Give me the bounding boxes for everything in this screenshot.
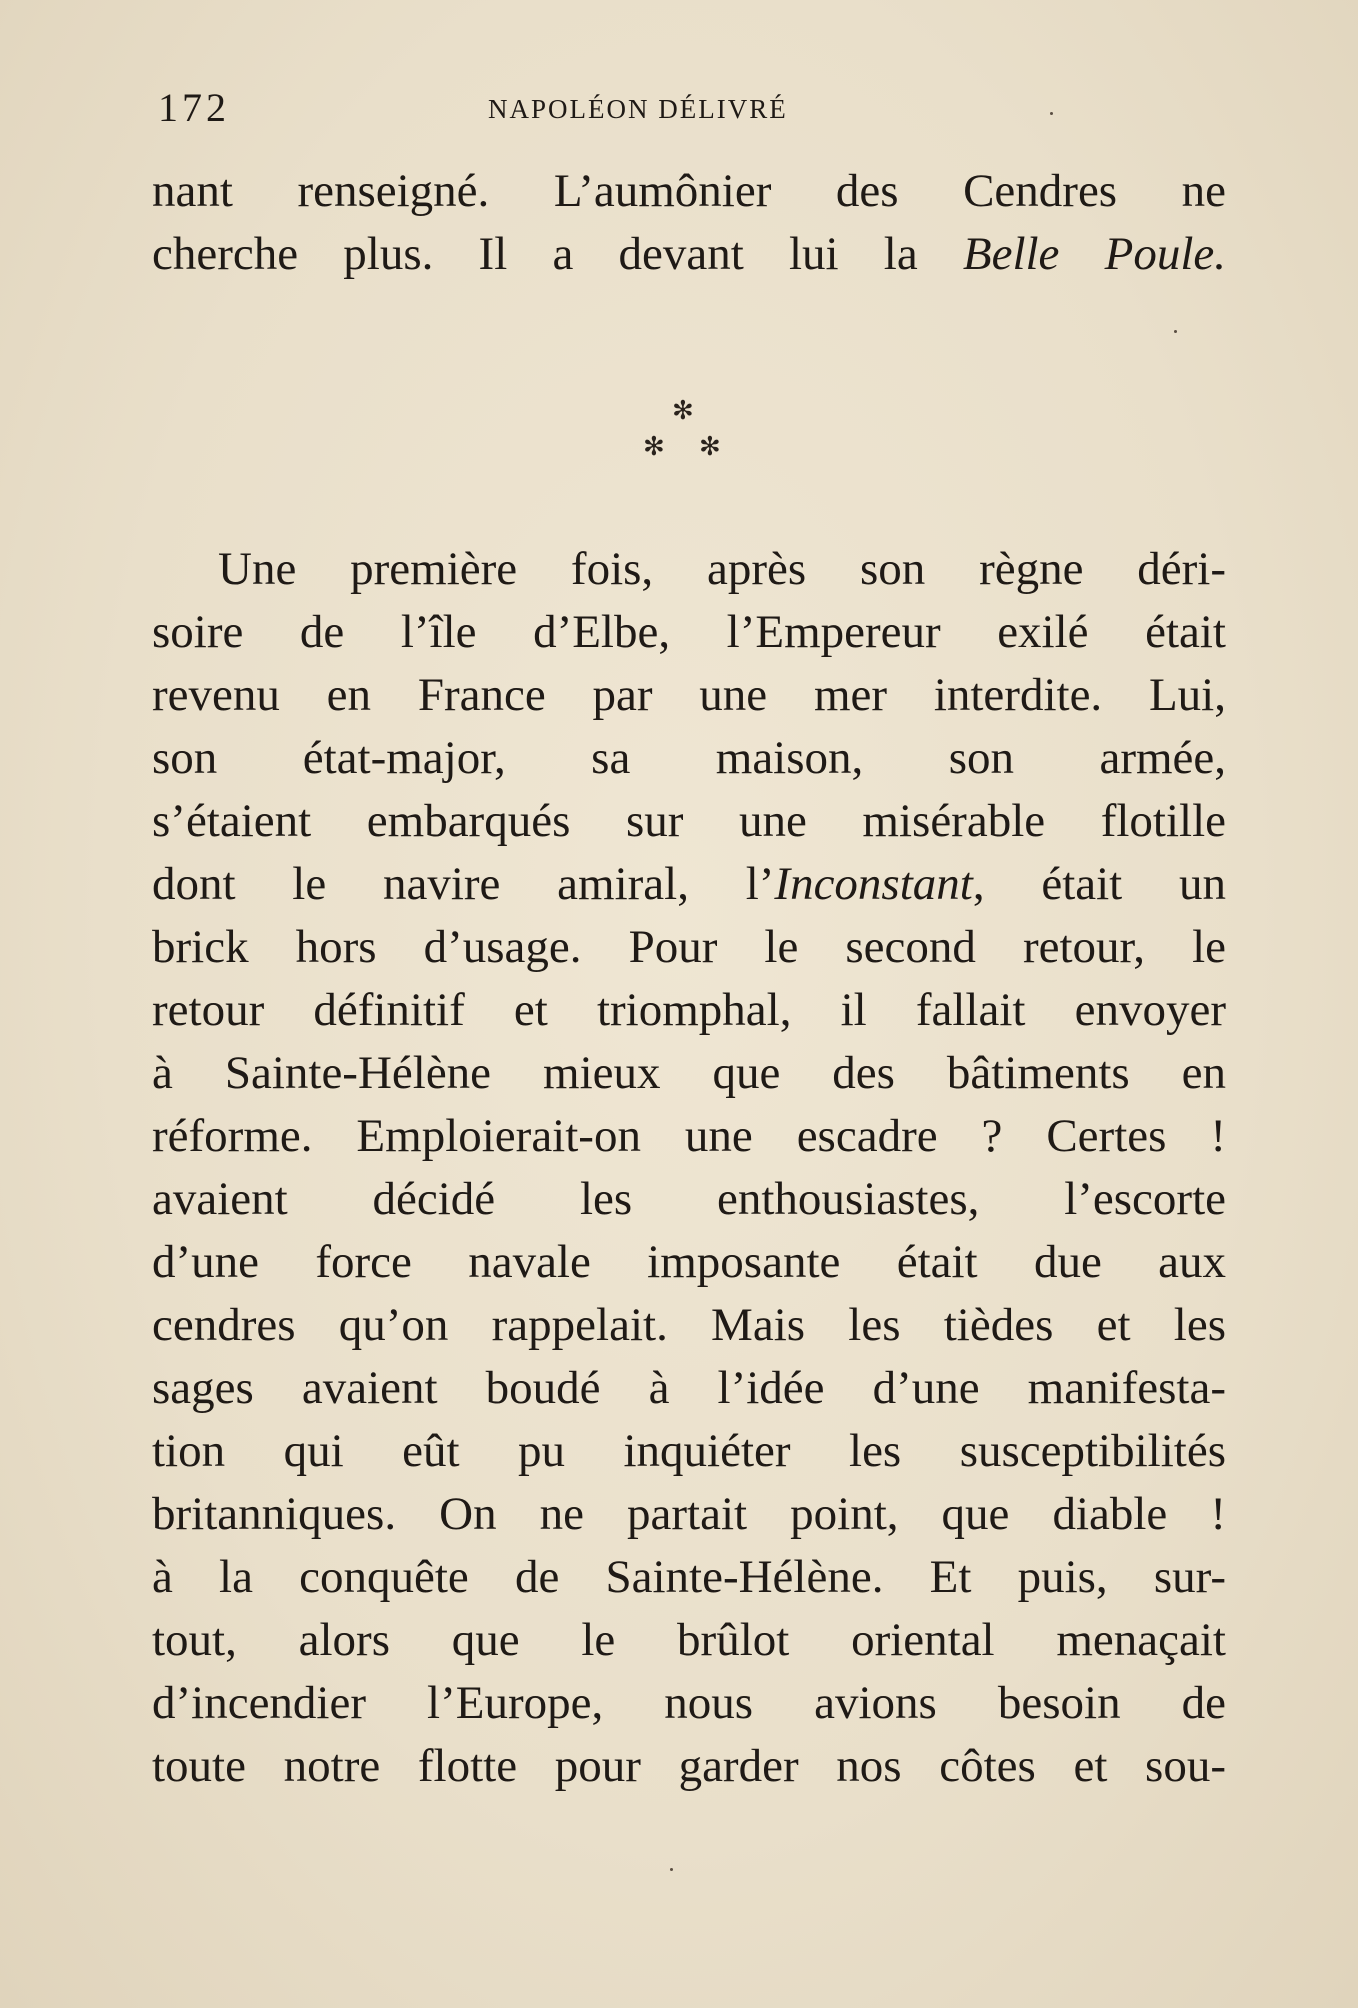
text-line: soire de l’île d’Elbe, l’Empereur exilé était	[152, 606, 1226, 658]
text-line: sages avaient boudé à l’idée d’une manifesta-	[152, 1362, 1226, 1414]
ship-name-belle-poule: Belle Poule.	[962, 228, 1226, 280]
text-line: d’une force navale imposante était due aux	[152, 1236, 1226, 1288]
text-line: Une première fois, après son règne déri-	[218, 543, 1226, 595]
running-title: NAPOLÉON DÉLIVRÉ	[488, 94, 788, 124]
paper-fleck	[1050, 112, 1053, 115]
page-number: 172	[158, 85, 230, 130]
text-line: revenu en France par une mer interdite. Lui,	[152, 669, 1226, 721]
text-line: tout, alors que le brûlot oriental menaçait	[152, 1614, 1226, 1666]
text-line: son état-major, sa maison, son armée,	[152, 732, 1226, 784]
ship-name-inconstant: Inconstant	[774, 858, 973, 910]
text-line: cendres qu’on rappelait. Mais les tièdes et les	[152, 1299, 1226, 1351]
asterisk-glyph: ✻	[699, 432, 721, 461]
text-line: s’étaient embarqués sur une misérable flotille	[152, 795, 1226, 847]
paper-fleck	[1174, 330, 1177, 333]
text-line: à la conquête de Sainte-Hélène. Et puis, sur-	[152, 1551, 1226, 1603]
section-separator	[635, 398, 725, 468]
text-line: nant renseigné. L’aumônier des Cendres ne	[152, 165, 1226, 217]
paragraph-continuation	[152, 160, 1226, 286]
text-line	[152, 853, 1226, 916]
text-line: retour définitif et triomphal, il fallait envoyer	[152, 984, 1226, 1036]
running-head	[158, 84, 1228, 130]
text-line: réforme. Emploierait-on une escadre ? Certes !	[152, 1110, 1226, 1162]
text-line: brick hors d’usage. Pour le second retour, le	[152, 921, 1226, 973]
text-line-end: , était un	[972, 858, 1226, 910]
text-line: toute notre flotte pour garder nos côtes et sou-	[152, 1740, 1226, 1792]
text-line: britanniques. On ne partait point, que diable !	[152, 1488, 1226, 1540]
text-line: tion qui eût pu inquiéter les susceptibilités	[152, 1425, 1226, 1477]
asterisk-glyph: ✻	[643, 432, 665, 461]
text-line: avaient décidé les enthousiastes, l’escorte	[152, 1173, 1226, 1225]
asterisk-glyph: ✻	[672, 396, 694, 425]
text-line: à Sainte-Hélène mieux que des bâtiments en	[152, 1047, 1226, 1099]
text-line-start: dont le navire amiral, l’	[152, 858, 775, 910]
paper-fleck	[670, 1868, 673, 1871]
paragraph-main	[152, 538, 1226, 1798]
text-line-start: cherche plus. Il a devant lui la	[152, 228, 963, 280]
text-line: d’incendier l’Europe, nous avions besoin de	[152, 1677, 1226, 1729]
text-line	[152, 223, 1226, 286]
